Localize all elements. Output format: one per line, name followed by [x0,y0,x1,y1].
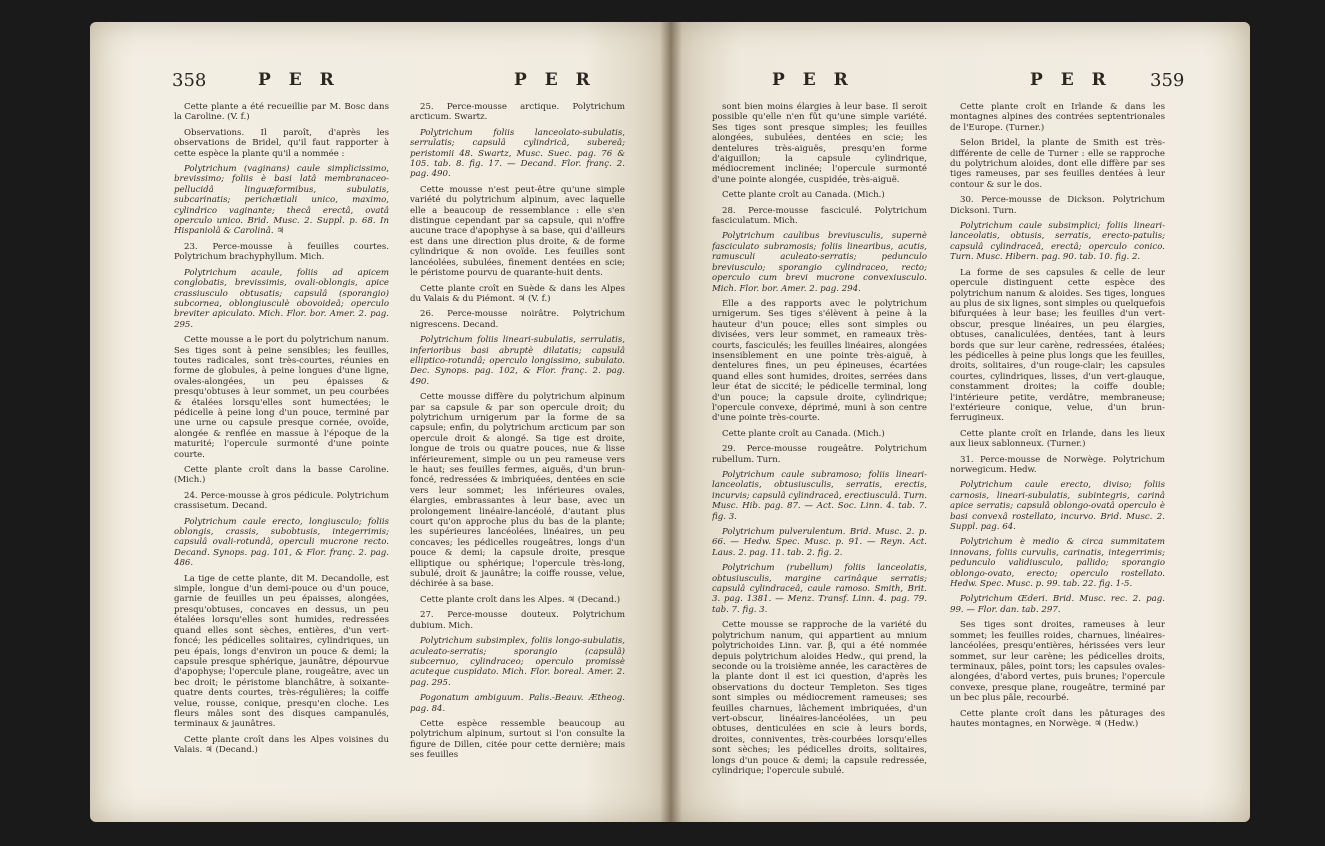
paragraph: Cette plante croît en Suède & dans les Alpes du Valais & du Piémont. ♃ (V. f.) [410,283,625,304]
left-column-2 [410,102,625,802]
paragraph: Polytrichum caulibus breviusculis, supernè fasciculato subramosis; foliis linearibus, acutis, ramusculi aculeato-serratis; pedunculo breviusculo; sporangio cylindraceo, recto; operculo cum brevi mucrone convexiusculo. Mich. Flor. bor. Amer. 2. pag. 294. [712,231,927,294]
paragraph: Cette plante a été recueillie par M. Bosc dans la Caroline. (V. f.) [174,102,389,123]
paragraph: Cette mousse se rapproche de la variété du polytrichum nanum, qui appartient au mnium polytrichoides Linn. var. β, qui a été nommée depuis polytrichum aloides Hedw., qui prend, la seconde ou la troisième année, les caractères de la plante dont il est ici question, d'après les observations du docteur Templeton. Ses tiges sont simples ou médiocrement rameuses; ses feuilles charnues, lâchement imbriquées, d'un vert-obscur, linéaires-lancéolées, un peu obtuses, denticulées en scie à leurs bords, droites, conniventes, très-courbées lorsqu'elles sont sèches; les pédicelles droits, solitaires, longs d'un pouce & demi; la capsule redressée, cylindrique; l'opercule subulé. [712,620,927,776]
right-column-1 [712,102,927,802]
paragraph: Cette plante croît dans les Alpes. ♃ (Decand.) [420,594,621,605]
paragraph: Polytrichum foliis lineari-subulatis, serrulatis, inferioribus basi abruptè dilatatis; capsulâ elliptico-rotundâ; operculo longissimo, subulato. Dec. Synops. pag. 102, & Flor. franç. 2. pag. 490. [410,335,625,387]
paragraph: La tige de cette plante, dit M. Decandolle, est simple, longue d'un demi-pouce ou d'un pouce, garnie de feuilles un peu épaisses, alongées, presqu'obtuses, concaves en dessus, un peu étalées lorsqu'elles sont humides, redressées quand elles sont sèches, entières, d'un vert-foncé; les pédicelles solitaires, cylindriques, un peu épais, longs d'environ un pouce & demi; la capsule presque sphérique, jaunâtre, dépourvue d'apophyse; l'opercule plane, rougeâtre, avec un bec droit; le péristome blanchâtre, à soixante-quatre dents courtes, très-régulières; la coiffe velue, rousse, conique, presqu'en cloche. Les fleurs mâles sont des disques campanulés, terminaux & jaunâtres. [174,573,389,730]
paragraph: 24. Perce-mousse à gros pédicule. Polytrichum crassisetum. Decand. [174,490,389,512]
paragraph: Polytrichum foliis lanceolato-subulatis, serrulatis; capsulâ cylindricâ, subereâ; peristomii 48. Swartz, Musc. Suec. pag. 76 & 105. tab. 8. fig. 17. — Decand. Flor. franç. 2. pag. 490. [410,127,625,180]
paragraph: 26. Perce-mousse noirâtre. Polytrichum nigrescens. Decand. [410,309,625,330]
book-gutter [660,22,682,822]
paragraph: Cette mousse a le port du polytrichum nanum. Ses tiges sont à peine sensibles; les feuilles, toutes radicales, sont très-courtes, réunies en forme de globules, à peine longues d'une ligne, ovales-alongées, un peu épaisses & presqu'obtuses à leur sommet, un peu courbées & étalées lorsqu'elles sont humectées; le pédicelle à peine long d'un pouce, terminé par une urne ou capsule presque cornée, ovoïde, alongée & renflée en massue à l'époque de la maturité; l'opercule surmonté d'une pointe courte. [174,335,389,460]
left-column-1 [174,102,389,802]
paragraph: Polytrichum caule subsimplici; foliis lineari-lanceolatis, obtusis, serratis, erecto-patulis; capsulâ cylindraceâ, erectâ; operculo conico. Turn. Musc. Hibern. pag. 90. tab. 10. fig. 2. [950,221,1165,263]
paragraph: sont bien moins élargies à leur base. Il seroit possible qu'elle n'en fût qu'une simple variété. Ses tiges sont presque simples; les feuilles alongées, subulées, dentées en scie; les dentelures très-aiguës, presqu'en forme d'aiguillon; la capsule cylindrique, médiocrement inclinée; l'opercule surmonté d'une pointe alongée, cuspidée, très-aiguë. [712,102,927,185]
paragraph: Polytrichum subsimplex, foliis longo-subulatis, aculeato-serratis; sporangio (capsulâ) subcernuo, cylindraceo; operculo promissè acuteque cuspidato. Mich. Flor. boreal. Amer. 2. pag. 295. [410,636,625,688]
right-page-number: 359 [1150,70,1185,91]
paragraph: Polytrichum acaule, foliis ad apicem conglobatis, brevissimis, ovali-oblongis, apice crassiusculo obtusatis; capsulâ (sporangio) subcornea, oblongiusculè obovoideâ; operculo breviter apiculato. Mich. Flor. bor. Amer. 2. pag. 295. [174,267,389,330]
right-column-2 [950,102,1165,802]
paragraph: Cette plante croît au Canada. (Mich.) [722,190,885,201]
paragraph: 30. Perce-mousse de Dickson. Polytrichum Dicksoni. Turn. [950,195,1165,216]
paragraph: Polytrichum pulverulentum. Brid. Musc. 2. p. 66. — Hedw. Spec. Musc. p. 91. — Reyn. Act. Laus. 2. pag. 11. tab. 2. fig. 2. [712,527,927,558]
paragraph: 27. Perce-mousse douteux. Polytrichum dubium. Mich. [410,610,625,631]
paragraph: Cette plante croît au Canada. (Mich.) [722,428,885,439]
paragraph: Polytrichum Œderi. Brid. Musc. rec. 2. pag. 99. — Flor. dan. tab. 297. [950,594,1165,615]
paragraph: Polytrichum caule subramoso; foliis lineari-lanceolatis, obtusiusculis, serratis, erectis, incurvis; capsulâ cylindraceâ, erectiusculâ. Turn. Musc. Hib. pag. 87. — Act. Soc. Linn. 4. tab. 7. fig. 3. [712,470,927,522]
paragraph: Cette plante croît en Irlande & dans les montagnes alpines des contrées septentrionales de l'Europe. (Turner.) [950,102,1165,133]
paragraph: Cette plante croît en Irlande, dans les lieux aux lieux sablonneux. (Turner.) [950,428,1165,450]
paragraph: 28. Perce-mousse fasciculé. Polytrichum fasciculatum. Mich. [712,205,927,227]
paragraph: Selon Bridel, la plante de Smith est très-différente de celle de Turner : elle se rapproche du polytrichum aloides, dont elle diffère par ses tiges rameuses, par ses feuilles dentées à leur contour & sur le dos. [950,138,1165,190]
paragraph: Cette mousse n'est peut-être qu'une simple variété du polytrichum alpinum, avec laquelle elle a beaucoup de ressemblance : elle s'en distingue cependant par sa capsule, qui n'offre aucune trace d'apophyse à sa base, qui d'ailleurs est dans une direction plus droite, & de forme cylindrique & non ovoïde. Les feuilles sont lancéolées, subulées, finement dentées en scie; le péristome pourvu de quarante-huit dents. [410,184,625,279]
right-page [670,22,1250,822]
left-page-number: 358 [172,70,207,91]
paragraph: Ses tiges sont droites, rameuses à leur sommet; les feuilles roides, charnues, linéaires-lancéolées, presqu'entières, hérissées vers leur sommet, sur leur carène; les pédicelles droits, terminaux, pâles, point tors; les capsules ovales-alongées, d'abord vertes, puis brunes; l'opercule convexe, presque plane, rougeâtre, terminé par un bec plus pâle, recourbé. [950,620,1165,704]
paragraph: Cette mousse diffère du polytrichum alpinum par sa capsule & par son opercule droit; du polytrichum urnigerum par la forme de sa capsule; enfin, du polytrichum arcticum par son opercule droit & alongé. Sa tige est droite, longue de trois ou quatre pouces, nue & lisse inférieurement, simple ou un peu rameuse vers le haut; ses feuilles fermes, aiguës, d'un brun-foncé, redressées & imbriquées, dentées en scie vers leur sommet; les inférieures ovales, élargies, embrassantes à leur base, avec un prolongement linéaire-lancéolé, d'autant plus court qu'on approche plus du bas de la plante; les supérieures lancéolées, linéaires, un peu concaves; les pédicelles rougeâtres, longs d'un pouce & demi; la capsule droite, presque elliptique ou sphérique; l'opercule très-long, subulé, droit & jaunâtre; la coiffe rousse, velue, déchirée à sa base. [410,392,625,590]
left-page [90,22,670,822]
paragraph: Polytrichum (rubellum) foliis lanceolatis, obtusiusculis, margine carinâque serratis; capsulâ cylindraceâ, caule ramoso. Smith, Brit. 3. pag. 1381. — Menz. Transf. Linn. 4. pag. 79. tab. 7. fig. 3. [712,563,927,615]
left-head-word-2: P E R [514,70,596,90]
paragraph: Cette espèce ressemble beaucoup au polytrichum alpinum, surtout si l'on consulte la figure de Dillen, citée pour cette dernière; mais ses feuilles [410,718,625,761]
paragraph: Polytrichum è medio & circa summitatem innovans, foliis curvulis, carinatis, integerrimis; pedunculo validiusculo, pallido; sporangio oblongo-ovato, erecto; operculo rostellato. Hedw. Spec. Musc. p. 99. tab. 22. fig. 1-5. [950,537,1165,590]
open-book [90,22,1250,832]
paragraph: Polytrichum caule erecto, longiusculo; foliis oblongis, crassis, subobtusis, integerrimis; capsulâ ovali-rotundâ, operculi mucrone recto. Decand. Synops. pag. 101, & Flor. franç. 2. pag. 486. [174,516,389,569]
paragraph: Elle a des rapports avec le polytrichum urnigerum. Ses tiges s'élèvent à peine à la hauteur d'un pouce; elles sont simples ou divisées, vers leur sommet, en rameaux très-courts, fasciculés; les feuilles linéaires, alongées insensiblement en une pointe très-aiguë, à dentelures fines, un peu épineuses, écartées quand elles sont humides, droites, serrées dans leur état de siccité; le pédicelle terminal, long d'un pouce; la capsule droite, cylindrique; l'opercule convexe, déprimé, muni à son centre d'une pointe très-courte. [712,298,927,424]
paragraph: 23. Perce-mousse à feuilles courtes. Polytrichum brachyphyllum. Mich. [174,241,389,263]
paragraph: Pogonatum ambiguum. Palis.-Beauv. Ætheog. pag. 84. [410,693,625,714]
left-running-head [90,70,670,98]
paragraph: Cette plante croît dans la basse Caroline. (Mich.) [174,465,389,486]
paragraph: La forme de ses capsules & celle de leur opercule distinguent cette espèce des polytrichum nanum & aloides. Ses tiges, longues au plus de six lignes, sont simples ou quelquefois bifurquées à leur base; les feuilles d'un vert-obscur, presque linéaires, un peu élargies, obtuses, canaliculées, dentées, tant à leurs bords que sur leur carène, redressées, étalées; les pédicelles à peine plus longs que les feuilles, droits, solitaires, d'un rouge-clair; les capsules courtes, cylindriques, lisses, d'un vert-glauque, constamment droites; la coiffe double; l'intérieure petite, verdâtre, membraneuse; l'extérieure conique, velue, d'un brun-ferrugineux. [950,267,1165,424]
left-head-word-1: P E R [258,70,340,90]
paragraph: 29. Perce-mousse rougeâtre. Polytrichum rubellum. Turn. [712,444,927,465]
paragraph: Cette plante croît dans les pâturages des hautes montagnes, en Norwège. ♃ (Hedw.) [950,708,1165,729]
paragraph: 25. Perce-mousse arctique. Polytrichum arcticum. Swartz. [410,102,625,123]
paragraph: Polytrichum (vaginans) caule simplicissimo, brevissimo; foliis è basi latâ membranaceo-pellucidâ linguæformibus, subulatis, subcarinatis; perichætiali unico, maximo, cylindrico vaginante; thecâ erectâ, ovatâ operculo unico. Brid. Musc. 2. Suppl. p. 68. In Hispaniolâ & Carolinâ. ♃ [174,164,389,237]
right-head-word-2: P E R [1030,70,1112,90]
right-head-word-1: P E R [772,70,854,90]
paragraph: Polytrichum caule erecto, diviso; foliis carnosis, lineari-subulatis, subintegris, carinâ apice serratis; capsulâ oblongo-ovatâ operculo è basi convexâ rostellato, incurvo. Brid. Musc. 2. Suppl. pag. 64. [950,480,1165,533]
paragraph: Cette plante croît dans les Alpes voisines du Valais. ♃ (Decand.) [174,734,389,756]
right-running-head [670,70,1250,98]
paragraph: 31. Perce-mousse de Norwège. Polytrichum norwegicum. Hedw. [950,454,1165,475]
paragraph: Observations. Il paroît, d'après les observations de Bridel, qu'il faut rapporter à cette espèce la plante qu'il a nommée : [174,127,389,159]
